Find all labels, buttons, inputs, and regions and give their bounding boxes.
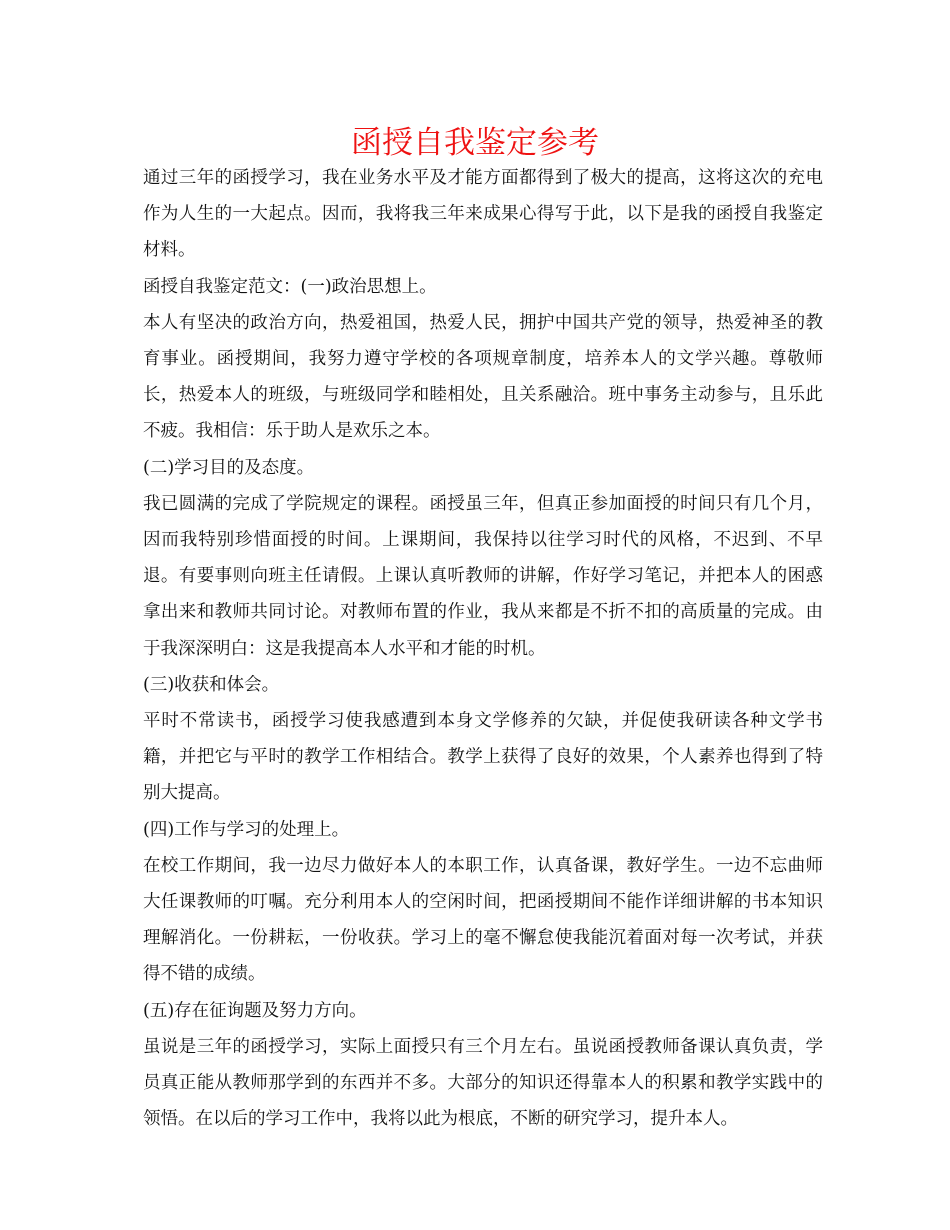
study-attitude-paragraph: 我已圆满的完成了学院规定的课程。函授虽三年，但真正参加面授的时间只有几个月，因而我特别珍惜面授的时间。上课期间，我保持以往学习时代的风格，不迟到、不早退。有要事则向班主任请假。上课认真听教师的讲解，作好学习笔记，并把本人的困惑拿出来和教师共同讨论。对教师布置的作业，我从来都是不折不扣的高质量的完成。由于我深深明白：这是我提高本人水平和才能的时机。 bbox=[143, 493, 823, 659]
intro-paragraph: 通过三年的函授学习，我在业务水平及才能方面都得到了极大的提高，这将这次的充电作为人生的一大起点。因而，我将我三年来成果心得写于此，以下是我的函授自我鉴定材料。 bbox=[143, 168, 823, 261]
political-paragraph: 本人有坚决的政治方向，热爱祖国，热爱人民，拥护中国共产党的领导，热爱神圣的教育事业。函授期间，我努力遵守学校的各项规章制度，培养本人的文学兴趣。尊敬师长，热爱本人的班级，与班级同学和睦相处，且关系融洽。班中事务主动参与，且乐此不疲。我相信：乐于助人是欢乐之本。 bbox=[143, 312, 823, 442]
section-heading-problems: (五)存在征询题及努力方向。 bbox=[143, 1000, 367, 1021]
section-heading-study-attitude: (二)学习目的及态度。 bbox=[143, 457, 315, 478]
document-body bbox=[143, 160, 823, 1137]
section-heading-political: 函授自我鉴定范文：(一)政治思想上。 bbox=[143, 276, 437, 297]
problems-paragraph: 虽说是三年的函授学习，实际上面授只有三个月左右。虽说函授教师备课认真负责，学员真正能从教师那学到的东西并不多。大部分的知识还得靠本人的积累和教学实践中的领悟。在以后的学习工作中，我将以此为根底，不断的研究学习，提升本人。 bbox=[143, 1036, 823, 1130]
section-heading-gains: (三)收获和体会。 bbox=[143, 674, 280, 695]
work-study-paragraph: 在校工作期间，我一边尽力做好本人的本职工作，认真备课，教好学生。一边不忘曲师大任课教师的叮嘱。充分利用本人的空闲时间，把函授期间不能作详细讲解的书本知识理解消化。一份耕耘，一份收获。学习上的毫不懈怠使我能沉着面对每一次考试，并获得不错的成绩。 bbox=[143, 855, 823, 985]
section-heading-work-study: (四)工作与学习的处理上。 bbox=[143, 819, 350, 840]
document-title: 函授自我鉴定参考 bbox=[351, 125, 599, 161]
gains-paragraph: 平时不常读书，函授学习使我感遭到本身文学修养的欠缺，并促使我研读各种文学书籍，并把它与平时的教学工作相结合。教学上获得了良好的效果，个人素养也得到了特别大提高。 bbox=[143, 711, 823, 804]
